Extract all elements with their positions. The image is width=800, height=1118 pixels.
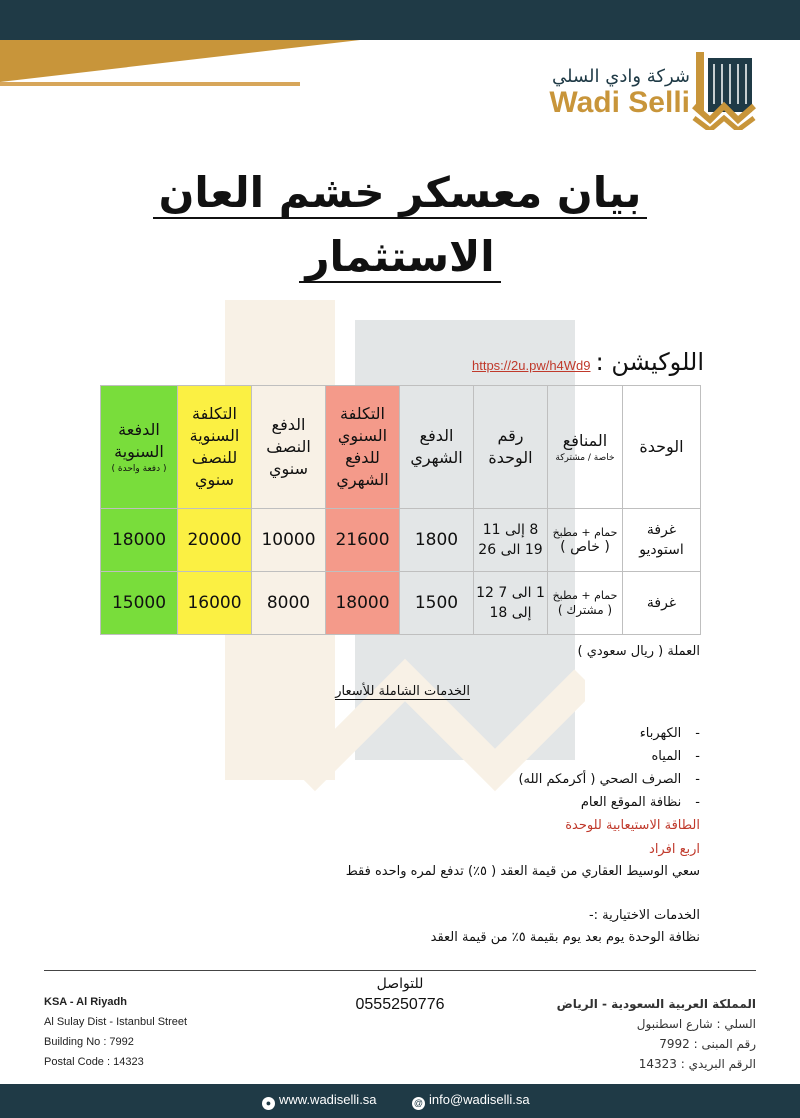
globe-icon: ●: [262, 1097, 275, 1110]
logo-english: Wadi Selli: [549, 86, 690, 119]
list-item: - نظافة الموقع العام: [518, 795, 700, 818]
document-title: بيان معسكر خشم العان: [0, 168, 800, 217]
cell-unit: غرفة: [623, 572, 701, 635]
header-gold-line: [0, 82, 300, 86]
email-icon: @: [413, 1098, 424, 1108]
pricing-table: [100, 385, 701, 635]
footer-contact: [330, 976, 470, 1014]
website-link[interactable]: ● www.wadiselli.sa: [262, 1092, 377, 1110]
table-row: [101, 509, 701, 572]
footer-address-ar: المملكة العربية السعودية - الرياض السلي : شارع اسطنبول رقم المبنى : 7992 الرقم البريدي : 14323: [556, 997, 756, 1071]
logo-arabic: شركة وادي السلي: [552, 66, 690, 87]
list-item: - الصرف الصحي ( أكرمكم الله): [518, 772, 700, 795]
optional-services-title: الخدمات الاختيارية :-: [588, 908, 700, 923]
capacity-title: الطاقة الاستيعابية للوحدة: [565, 818, 700, 833]
header-semi-annual-payment: الدفع النصف سنوي: [252, 386, 326, 509]
cell-semi-annual: 10000: [252, 509, 326, 572]
broker-fee-note: سعي الوسيط العقاري من قيمة العقد ( ٥٪) تدفع لمره واحده فقط: [345, 864, 700, 879]
header-facilities: المنافع خاصة / مشتركة: [548, 386, 623, 509]
header-annual-cost-semi: التكلفة السنوية للنصف سنوي: [178, 386, 252, 509]
optional-services-note: نظافة الوحدة يوم بعد يوم بقيمة ٥٪ من قيمة العقد: [430, 930, 700, 945]
location-link[interactable]: https://2u.pw/h4Wd9: [472, 358, 591, 373]
contact-label: للتواصل: [376, 976, 424, 992]
footer-divider: [44, 970, 756, 971]
header-unit: الوحدة: [623, 386, 701, 509]
cell-annual-monthly: 21600: [326, 509, 400, 572]
cell-annual: 15000: [101, 572, 178, 635]
cell-facilities: حمام + مطبخ ( مشترك ): [548, 572, 623, 635]
document-subtitle: الاستثمار: [0, 232, 800, 281]
header-annual-cost-monthly: التكلفة السنوي للدفع الشهري: [326, 386, 400, 509]
bottom-bar: [0, 1084, 800, 1118]
header-monthly-payment: الدفع الشهري: [400, 386, 474, 509]
cell-monthly: 1800: [400, 509, 474, 572]
company-logo-icon: [692, 44, 756, 130]
list-item: - المياه: [518, 749, 700, 772]
location-label: اللوكيشن :: [595, 348, 704, 376]
table-row: [101, 572, 701, 635]
footer-address-en: KSA - Al Riyadh Al Sulay Dist - Istanbul Street Building No : 7992 Postal Code : 14323: [44, 996, 188, 1068]
cell-annual-semi: 16000: [178, 572, 252, 635]
email-link[interactable]: @ info@wadiselli.sa: [413, 1092, 530, 1108]
contact-phone[interactable]: 0555250776: [355, 996, 445, 1013]
cell-annual: 18000: [101, 509, 178, 572]
company-logo-text: [549, 66, 690, 119]
cell-annual-monthly: 18000: [326, 572, 400, 635]
cell-semi-annual: 8000: [252, 572, 326, 635]
capacity-value: اربع افراد: [649, 842, 700, 857]
cell-unit-number: 1 الى 7 12 إلى 18: [474, 572, 548, 635]
top-bar: [0, 0, 800, 40]
table-header-row: [101, 386, 701, 509]
services-list: [518, 726, 700, 818]
list-item: - الكهرباء: [518, 726, 700, 749]
cell-facilities: حمام + مطبخ ( خاص ): [548, 509, 623, 572]
currency-note: العملة ( ريال سعودي ): [577, 644, 700, 659]
header-annual-payment: الدفعة السنوية ( دفعة واحدة ): [101, 386, 178, 509]
cell-annual-semi: 20000: [178, 509, 252, 572]
header-gold-stripe: [0, 40, 360, 82]
services-title: الخدمات الشاملة للأسعار: [335, 684, 470, 699]
cell-unit-number: 8 إلى 11 19 الى 26: [474, 509, 548, 572]
header-unit-number: رقم الوحدة: [474, 386, 548, 509]
cell-unit: غرفة استوديو: [623, 509, 701, 572]
cell-monthly: 1500: [400, 572, 474, 635]
